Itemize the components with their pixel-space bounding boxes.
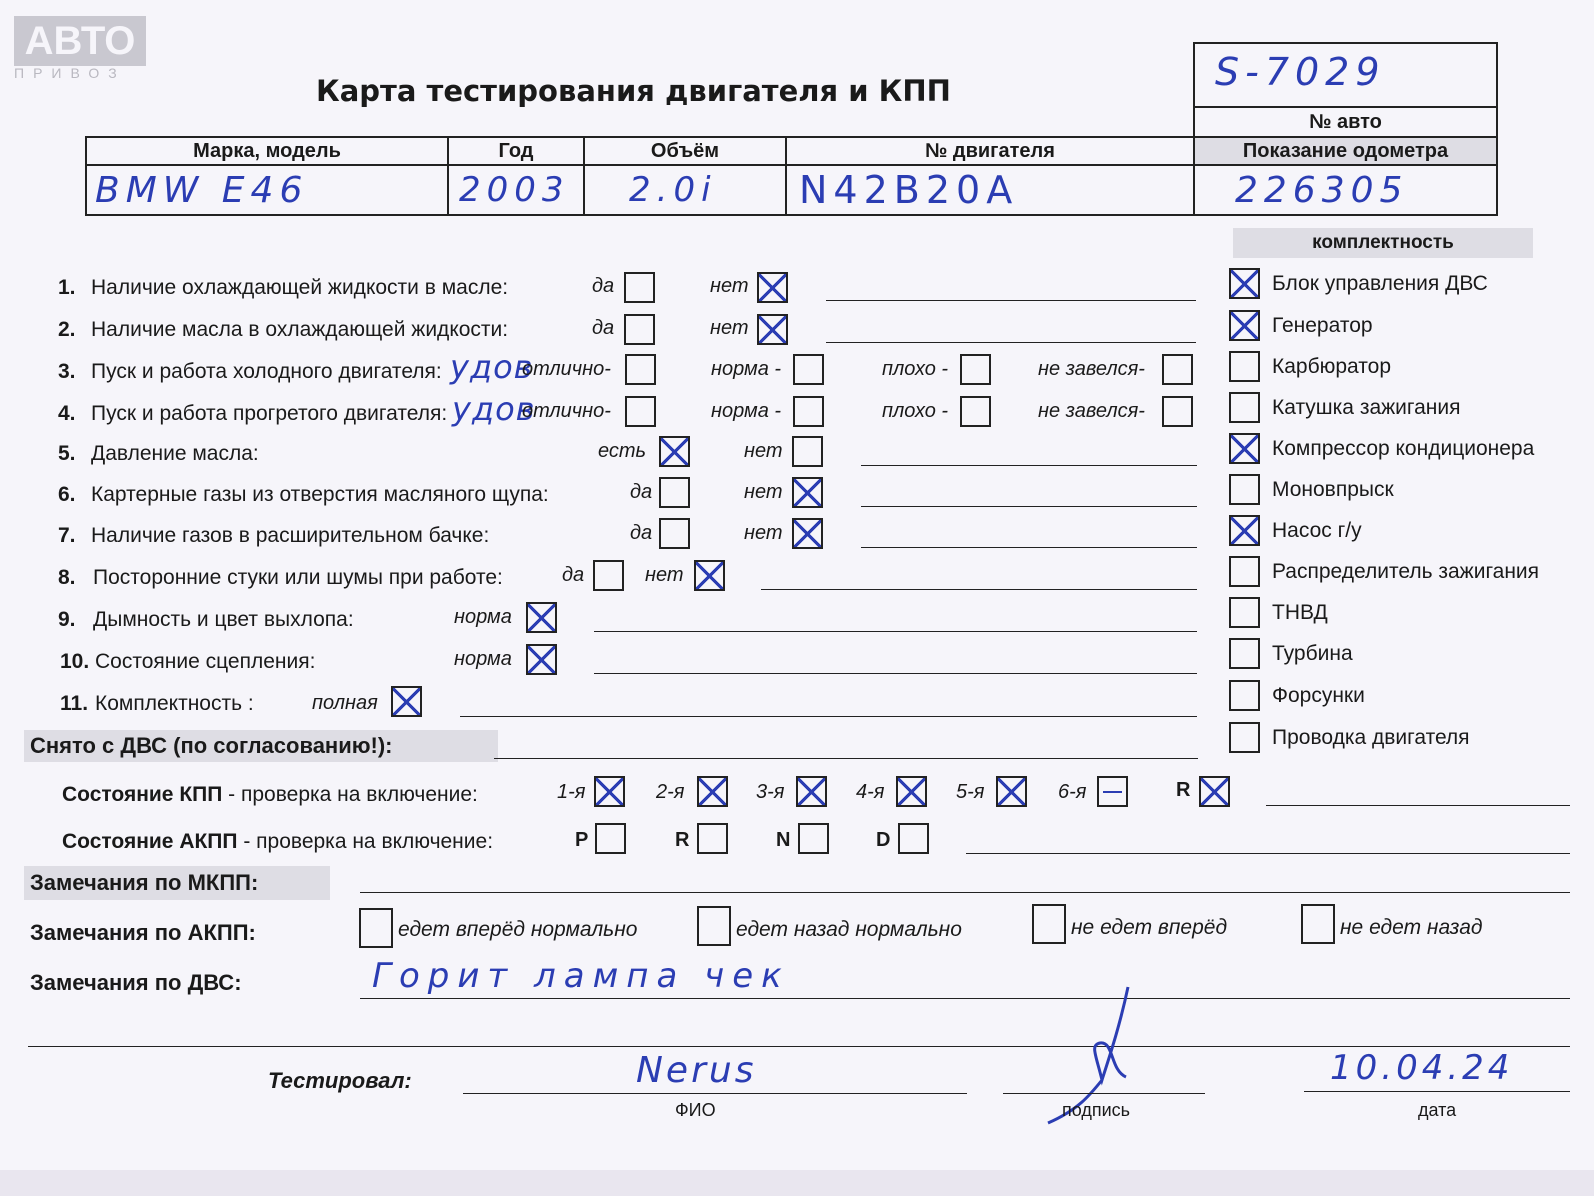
akpp-notes-line	[966, 853, 1570, 854]
year-header: Год	[448, 137, 584, 165]
engine-notes-label: Замечания по ДВС:	[30, 970, 242, 995]
question-label: Посторонние стуки или шумы при работе:	[93, 566, 503, 589]
akpp-note-option: едет назад нормально	[736, 918, 962, 941]
question-number: 5.	[58, 442, 76, 465]
make-header: Марка, модель	[86, 137, 448, 165]
gear-check-box[interactable]	[1097, 776, 1128, 807]
check-box[interactable]	[1229, 392, 1260, 423]
check-box[interactable]	[1229, 268, 1260, 299]
gear-check-box[interactable]	[1199, 776, 1230, 807]
check-box[interactable]	[1229, 310, 1260, 341]
akpp-label	[62, 830, 493, 854]
notes-line	[861, 547, 1197, 548]
gear-label: 3-я	[756, 781, 785, 803]
date-line	[1304, 1091, 1570, 1092]
option-excellent-label: отлично-	[522, 400, 611, 422]
question-number: 9.	[58, 608, 76, 631]
engine-notes-line	[360, 998, 1570, 999]
option-check-box[interactable]	[625, 354, 656, 385]
option-normal-label: норма -	[711, 358, 782, 380]
yes-label: да	[630, 481, 653, 503]
option-check-box[interactable]	[625, 396, 656, 427]
notes-line	[594, 631, 1197, 632]
check-box[interactable]	[1229, 722, 1260, 753]
question-number: 4.	[58, 402, 76, 425]
option-label: норма	[454, 648, 512, 670]
odometer-value: 226305	[1194, 165, 1497, 215]
mode-check-box[interactable]	[595, 823, 626, 854]
handwritten-note: удов	[452, 390, 536, 428]
mkpp-notes-label: Замечания по МКПП:	[24, 866, 330, 900]
kpp-label-rest: - проверка на включение:	[222, 783, 478, 806]
handwritten-note: удов	[450, 348, 534, 386]
yes-check-box[interactable]	[659, 518, 690, 549]
completeness-item-label: Блок управления ДВС	[1272, 272, 1488, 295]
akpp-note-check-box[interactable]	[359, 908, 393, 948]
question-number: 8.	[58, 566, 76, 589]
akpp-note-check-box[interactable]	[697, 906, 731, 946]
mode-label: P	[575, 829, 589, 851]
question-number: 3.	[58, 360, 76, 383]
option-check-box[interactable]	[793, 396, 824, 427]
tested-by-label: Тестировал:	[268, 1068, 412, 1093]
question-number: 11.	[60, 692, 89, 715]
name-line	[463, 1093, 967, 1094]
mode-check-box[interactable]	[798, 823, 829, 854]
no-label: нет	[710, 317, 749, 339]
gear-label: 6-я	[1058, 781, 1087, 803]
option-check-box[interactable]	[391, 686, 422, 717]
yes-check-box[interactable]	[624, 272, 655, 303]
no-label: нет	[744, 440, 783, 462]
akpp-note-option: не едет назад	[1340, 916, 1483, 939]
check-box[interactable]	[1229, 515, 1260, 546]
akpp-note-check-box[interactable]	[1301, 904, 1335, 944]
option-check-box[interactable]	[1162, 354, 1193, 385]
question-number: 7.	[58, 524, 76, 547]
question-number: 10.	[60, 650, 90, 673]
no-check-box[interactable]	[757, 272, 788, 303]
option-bad-label: плохо -	[882, 400, 949, 422]
notes-line	[861, 506, 1197, 507]
gear-check-box[interactable]	[594, 776, 625, 807]
check-box[interactable]	[1229, 433, 1260, 464]
no-check-box[interactable]	[792, 436, 823, 467]
yes-check-box[interactable]	[593, 560, 624, 591]
option-normal-label: норма -	[711, 400, 782, 422]
option-no-start-label: не завелся-	[1038, 400, 1145, 422]
akpp-note-option: не едет вперёд	[1071, 916, 1228, 939]
check-box[interactable]	[1229, 597, 1260, 628]
gear-check-box[interactable]	[697, 776, 728, 807]
completeness-item-label: Насос г/у	[1272, 519, 1362, 542]
kpp-label-bold: Состояние КПП	[62, 783, 223, 806]
question-label: Дымность и цвет выхлопа:	[93, 608, 354, 631]
no-check-box[interactable]	[757, 314, 788, 345]
question-label: Картерные газы из отверстия масляного щупа:	[91, 483, 549, 506]
check-box[interactable]	[1229, 638, 1260, 669]
notes-line	[460, 716, 1197, 717]
yes-check-box[interactable]	[624, 314, 655, 345]
engine-notes-value: Горит лампа чек	[372, 956, 790, 996]
volume-header: Объём	[584, 137, 786, 165]
kpp-label	[62, 783, 478, 807]
yes-label: да	[630, 522, 653, 544]
completeness-item-label: ТНВД	[1272, 601, 1328, 624]
question-label: Пуск и работа прогретого двигателя:	[91, 402, 448, 425]
avto-logo: АВТО	[14, 16, 146, 66]
mode-label: N	[776, 829, 791, 851]
page-title: Карта тестирования двигателя и КПП	[316, 74, 951, 108]
akpp-label-rest: - проверка на включение:	[237, 830, 494, 853]
gear-check-box[interactable]	[896, 776, 927, 807]
completeness-item-label: Карбюратор	[1272, 355, 1392, 378]
mode-label: R	[675, 829, 690, 851]
no-check-box[interactable]	[694, 560, 725, 591]
akpp-label-bold: Состояние АКПП	[62, 830, 238, 853]
gear-label: R	[1176, 779, 1191, 801]
question-number: 2.	[58, 318, 76, 341]
yes-label: да	[562, 564, 585, 586]
tester-name-value: Nerus	[636, 1050, 757, 1091]
akpp-notes-label: Замечания по АКПП:	[30, 920, 256, 945]
car-number-value: S-7029	[1215, 50, 1386, 94]
yes-check-box[interactable]	[659, 477, 690, 508]
engine-number-header: № двигателя	[786, 137, 1194, 165]
gear-label: 1-я	[557, 781, 586, 803]
engine-notes-line-2	[28, 1046, 1570, 1047]
option-no-start-label: не завелся-	[1038, 358, 1145, 380]
question-number: 1.	[58, 276, 76, 299]
check-box[interactable]	[1229, 351, 1260, 382]
option-label: полная	[312, 692, 378, 714]
yes-check-box[interactable]	[659, 436, 690, 467]
signature-line	[1003, 1093, 1205, 1094]
no-label: нет	[744, 522, 783, 544]
gear-check-box[interactable]	[796, 776, 827, 807]
option-excellent-label: отлично-	[522, 358, 611, 380]
name-caption: ФИО	[675, 1100, 716, 1120]
no-check-box[interactable]	[792, 518, 823, 549]
mode-check-box[interactable]	[697, 823, 728, 854]
notes-line	[826, 300, 1196, 301]
question-label: Наличие газов в расширительном бачке:	[91, 524, 490, 547]
yes-label: есть	[598, 440, 647, 462]
avto-logo-subtitle: ПРИВОЗ	[14, 65, 126, 81]
question-label: Давление масла:	[91, 442, 259, 465]
completeness-item-label: Компрессор кондиционера	[1272, 437, 1535, 460]
year-value: 2003	[448, 165, 584, 215]
question-label: Комплектность :	[95, 692, 254, 715]
gear-label: 2-я	[656, 781, 685, 803]
completeness-item-label: Проводка двигателя	[1272, 726, 1470, 749]
yes-label: да	[592, 317, 615, 339]
make-value: BMW E46	[86, 165, 448, 215]
engine-number-value: N42B20A	[786, 165, 1194, 215]
option-check-box[interactable]	[526, 602, 557, 633]
no-label: нет	[710, 275, 749, 297]
vehicle-info-table	[85, 136, 1498, 216]
volume-value: 2.0i	[584, 165, 786, 215]
question-label: Пуск и работа холодного двигателя:	[91, 360, 442, 383]
option-check-box[interactable]	[960, 396, 991, 427]
mode-label: D	[876, 829, 891, 851]
removed-label: Снято с ДВС (по согласованию!):	[24, 730, 498, 762]
no-label: нет	[645, 564, 684, 586]
completeness-item-label: Форсунки	[1272, 684, 1365, 707]
no-check-box[interactable]	[792, 477, 823, 508]
notes-line	[861, 465, 1197, 466]
completeness-item-label: Генератор	[1272, 314, 1373, 337]
completeness-title: комплектность	[1233, 228, 1533, 258]
gear-check-box[interactable]	[996, 776, 1027, 807]
option-label: норма	[454, 606, 512, 628]
option-check-box[interactable]	[960, 354, 991, 385]
notes-line	[826, 342, 1196, 343]
question-label: Наличие охлаждающей жидкости в масле:	[91, 276, 509, 299]
completeness-item-label: Катушка зажигания	[1272, 396, 1461, 419]
car-number-label: № авто	[1194, 107, 1497, 137]
odometer-header: Показание одометра	[1194, 137, 1497, 165]
yes-label: да	[592, 275, 615, 297]
date-value: 10.04.24	[1330, 1048, 1514, 1088]
akpp-note-option: едет вперёд нормально	[398, 918, 638, 941]
question-label: Состояние сцепления:	[95, 650, 316, 673]
completeness-item-label: Турбина	[1272, 642, 1353, 665]
question-label: Наличие масла в охлаждающей жидкости:	[91, 318, 509, 341]
date-caption: дата	[1418, 1100, 1457, 1120]
completeness-item-label: Распределитель зажигания	[1272, 560, 1540, 583]
question-number: 6.	[58, 483, 76, 506]
check-box[interactable]	[1229, 556, 1260, 587]
option-check-box[interactable]	[793, 354, 824, 385]
gear-label: 4-я	[856, 781, 885, 803]
option-check-box[interactable]	[526, 644, 557, 675]
notes-line	[594, 673, 1197, 674]
no-label: нет	[744, 481, 783, 503]
completeness-item-label: Моновпрыск	[1272, 478, 1394, 501]
gear-label: 5-я	[956, 781, 985, 803]
removed-line	[494, 758, 1198, 759]
option-check-box[interactable]	[1162, 396, 1193, 427]
notes-line	[761, 589, 1197, 590]
check-box[interactable]	[1229, 474, 1260, 505]
car-number-box	[1193, 42, 1498, 138]
check-box[interactable]	[1229, 680, 1260, 711]
kpp-notes-line	[1266, 805, 1570, 806]
mkpp-notes-line	[360, 892, 1570, 893]
signature-caption: подпись	[1062, 1100, 1131, 1120]
akpp-note-check-box[interactable]	[1032, 904, 1066, 944]
mode-check-box[interactable]	[898, 823, 929, 854]
option-bad-label: плохо -	[882, 358, 949, 380]
